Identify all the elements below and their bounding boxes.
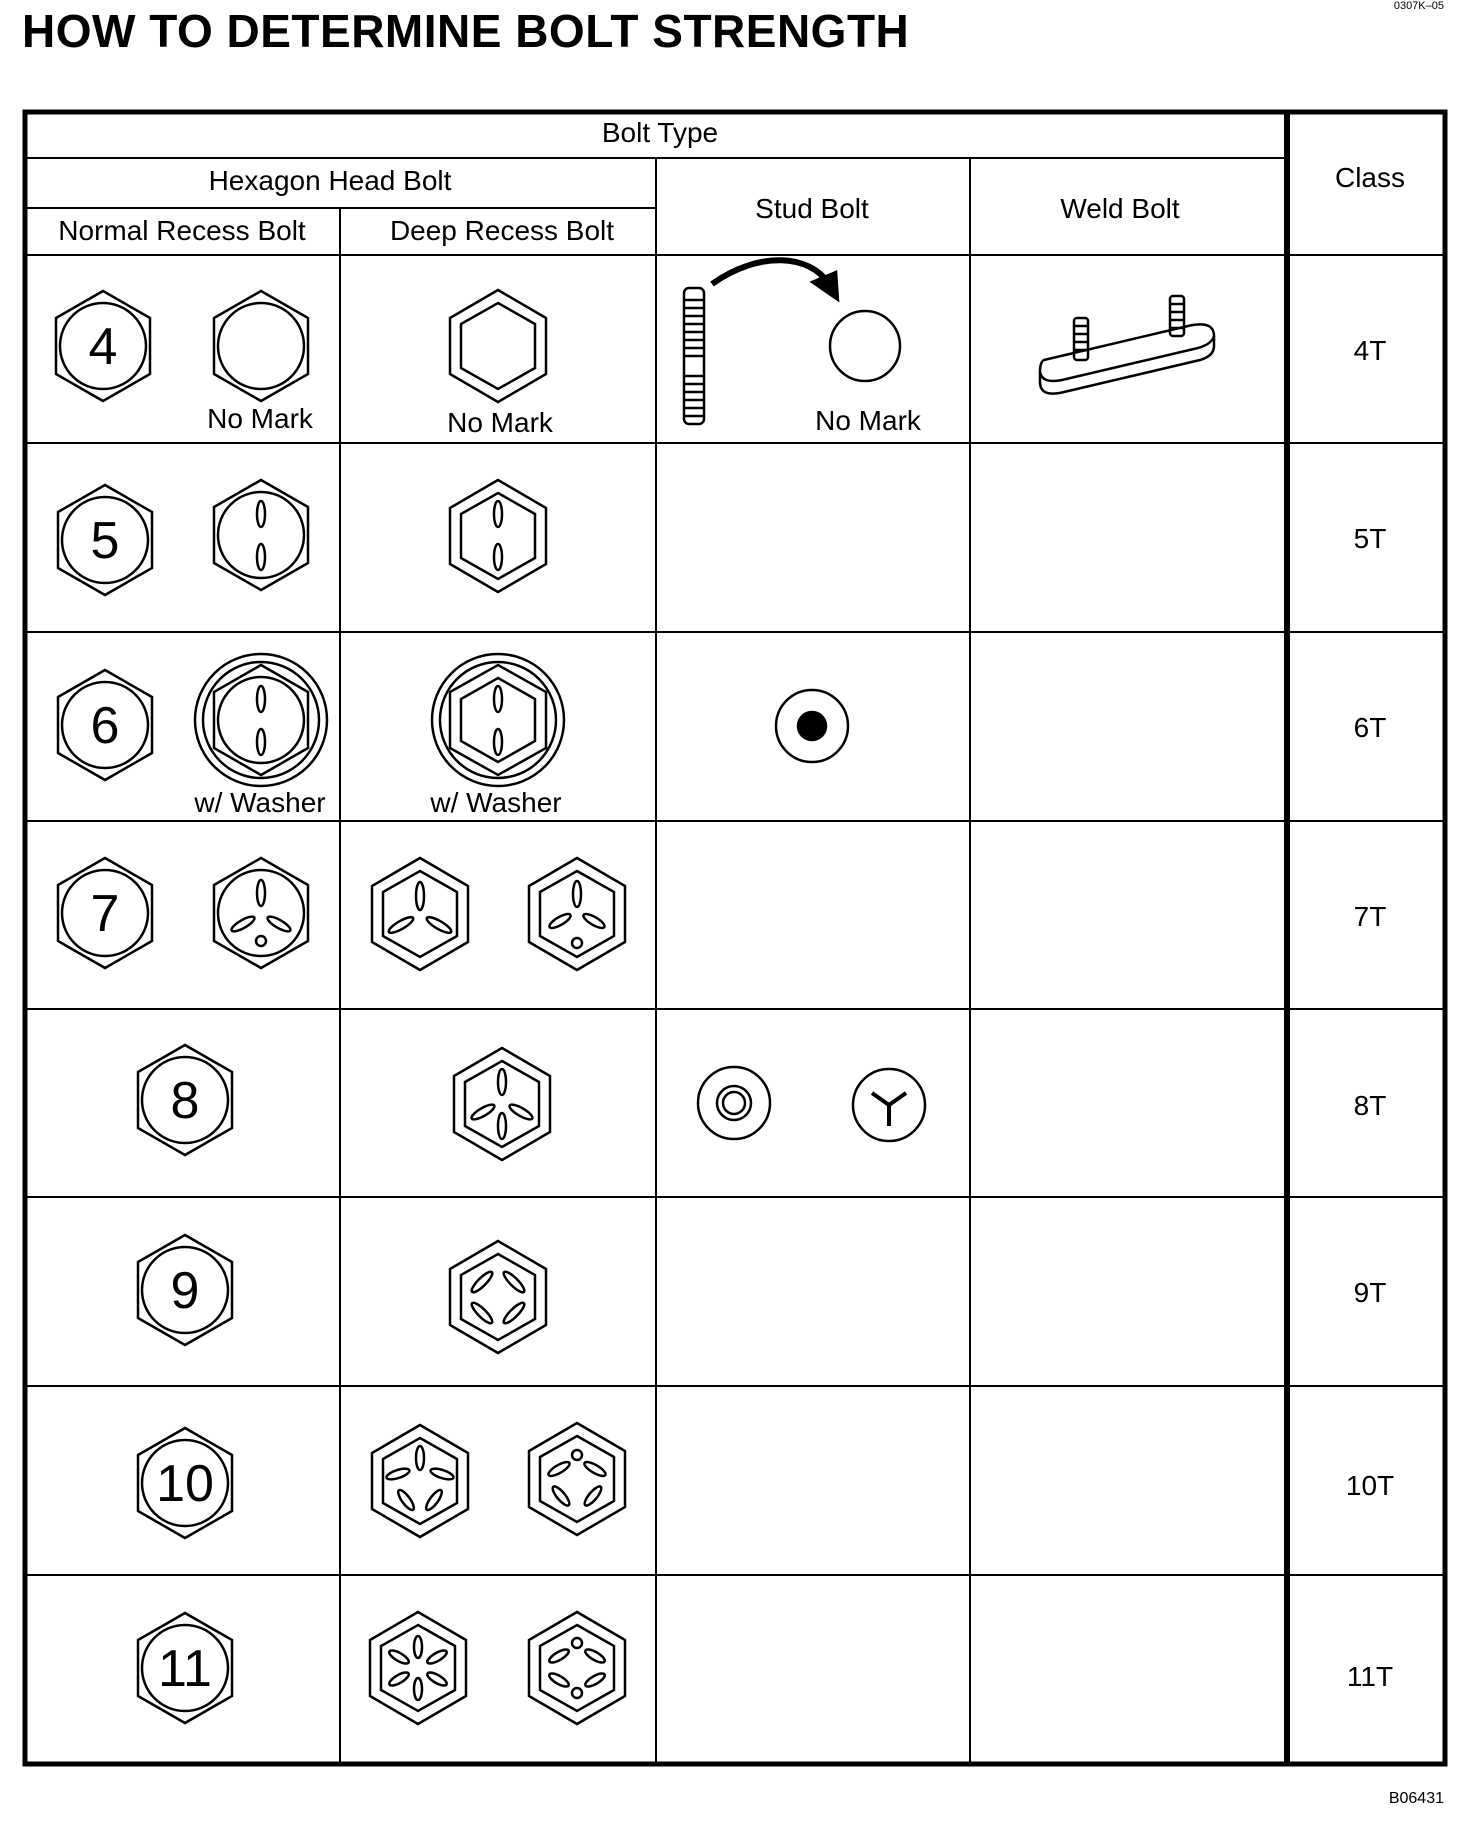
- deep-recess-cross-lines-icon: [450, 1241, 546, 1353]
- stud-bolt-y-mark-icon: [853, 1069, 925, 1141]
- header-bolt-type: Bolt Type: [601, 117, 719, 148]
- deep-recess-six-lines-icon: [370, 1612, 466, 1724]
- table-frame: [25, 112, 1445, 1764]
- stud-bolt-double-circle-icon: [698, 1067, 770, 1139]
- corner-code: 0307K–05: [1393, 0, 1444, 12]
- arrow-head-icon: [812, 272, 838, 300]
- with-washer-label: w/ Washer: [194, 787, 326, 818]
- header-class: Class: [1334, 162, 1406, 193]
- class-label: 6T: [1353, 712, 1387, 743]
- deep-recess-five-lines-icon: [372, 1425, 468, 1537]
- class-label: 10T: [1345, 1470, 1395, 1501]
- stud-bolt-end-icon: [830, 311, 900, 381]
- deep-recess-four-lines-icon: [454, 1048, 550, 1160]
- bolt-number: 7: [90, 885, 120, 943]
- header-hexagon-head: Hexagon Head Bolt: [208, 165, 452, 196]
- deep-recess-washer-icon: [432, 654, 564, 786]
- class-label: 9T: [1353, 1277, 1387, 1308]
- deep-recess-two-lines-icon: [450, 480, 546, 592]
- hex-bolt-washer-icon: [195, 654, 327, 786]
- bolt-number: 9: [170, 1262, 200, 1320]
- class-label: 4T: [1353, 335, 1387, 366]
- bolt-number: 8: [170, 1072, 200, 1130]
- bolt-number: 10: [156, 1455, 214, 1513]
- class-label: 7T: [1353, 901, 1387, 932]
- hex-bolt-no-mark-icon: [214, 291, 308, 401]
- hex-bolt-two-lines-icon: [214, 480, 308, 590]
- no-mark-label: No Mark: [815, 405, 921, 436]
- figure-id: B06431: [1388, 1790, 1444, 1807]
- bolt-number: 6: [90, 697, 120, 755]
- bolt-number: 5: [90, 512, 120, 570]
- no-mark-label: No Mark: [207, 403, 313, 434]
- header-deep-recess: Deep Recess Bolt: [389, 215, 615, 246]
- weld-bolt-icon: [1040, 296, 1214, 394]
- class-label: 8T: [1353, 1090, 1387, 1121]
- deep-recess-no-mark-icon: [450, 290, 546, 402]
- header-stud: Stud Bolt: [755, 193, 869, 224]
- deep-recess-four-lines-dot-icon: [529, 1423, 625, 1535]
- stud-bolt-dot-icon: [776, 690, 848, 762]
- class-label: 5T: [1353, 523, 1387, 554]
- header-normal-recess: Normal Recess Bolt: [58, 215, 306, 246]
- page-title: HOW TO DETERMINE BOLT STRENGTH: [22, 5, 910, 57]
- hex-bolt-three-lines-icon: [214, 858, 308, 968]
- stud-bolt-side-icon: [684, 288, 704, 424]
- deep-recess-three-lines-dot-icon: [529, 858, 625, 970]
- deep-recess-lines-dots-icon: [529, 1612, 625, 1724]
- arrow-icon: [712, 260, 828, 284]
- bolt-number: 4: [88, 318, 118, 376]
- class-label: 11T: [1346, 1661, 1394, 1692]
- no-mark-label: No Mark: [447, 407, 553, 438]
- header-weld: Weld Bolt: [1060, 193, 1180, 224]
- with-washer-label: w/ Washer: [430, 787, 562, 818]
- bolt-number: 11: [158, 1640, 212, 1698]
- deep-recess-three-lines-icon: [372, 858, 468, 970]
